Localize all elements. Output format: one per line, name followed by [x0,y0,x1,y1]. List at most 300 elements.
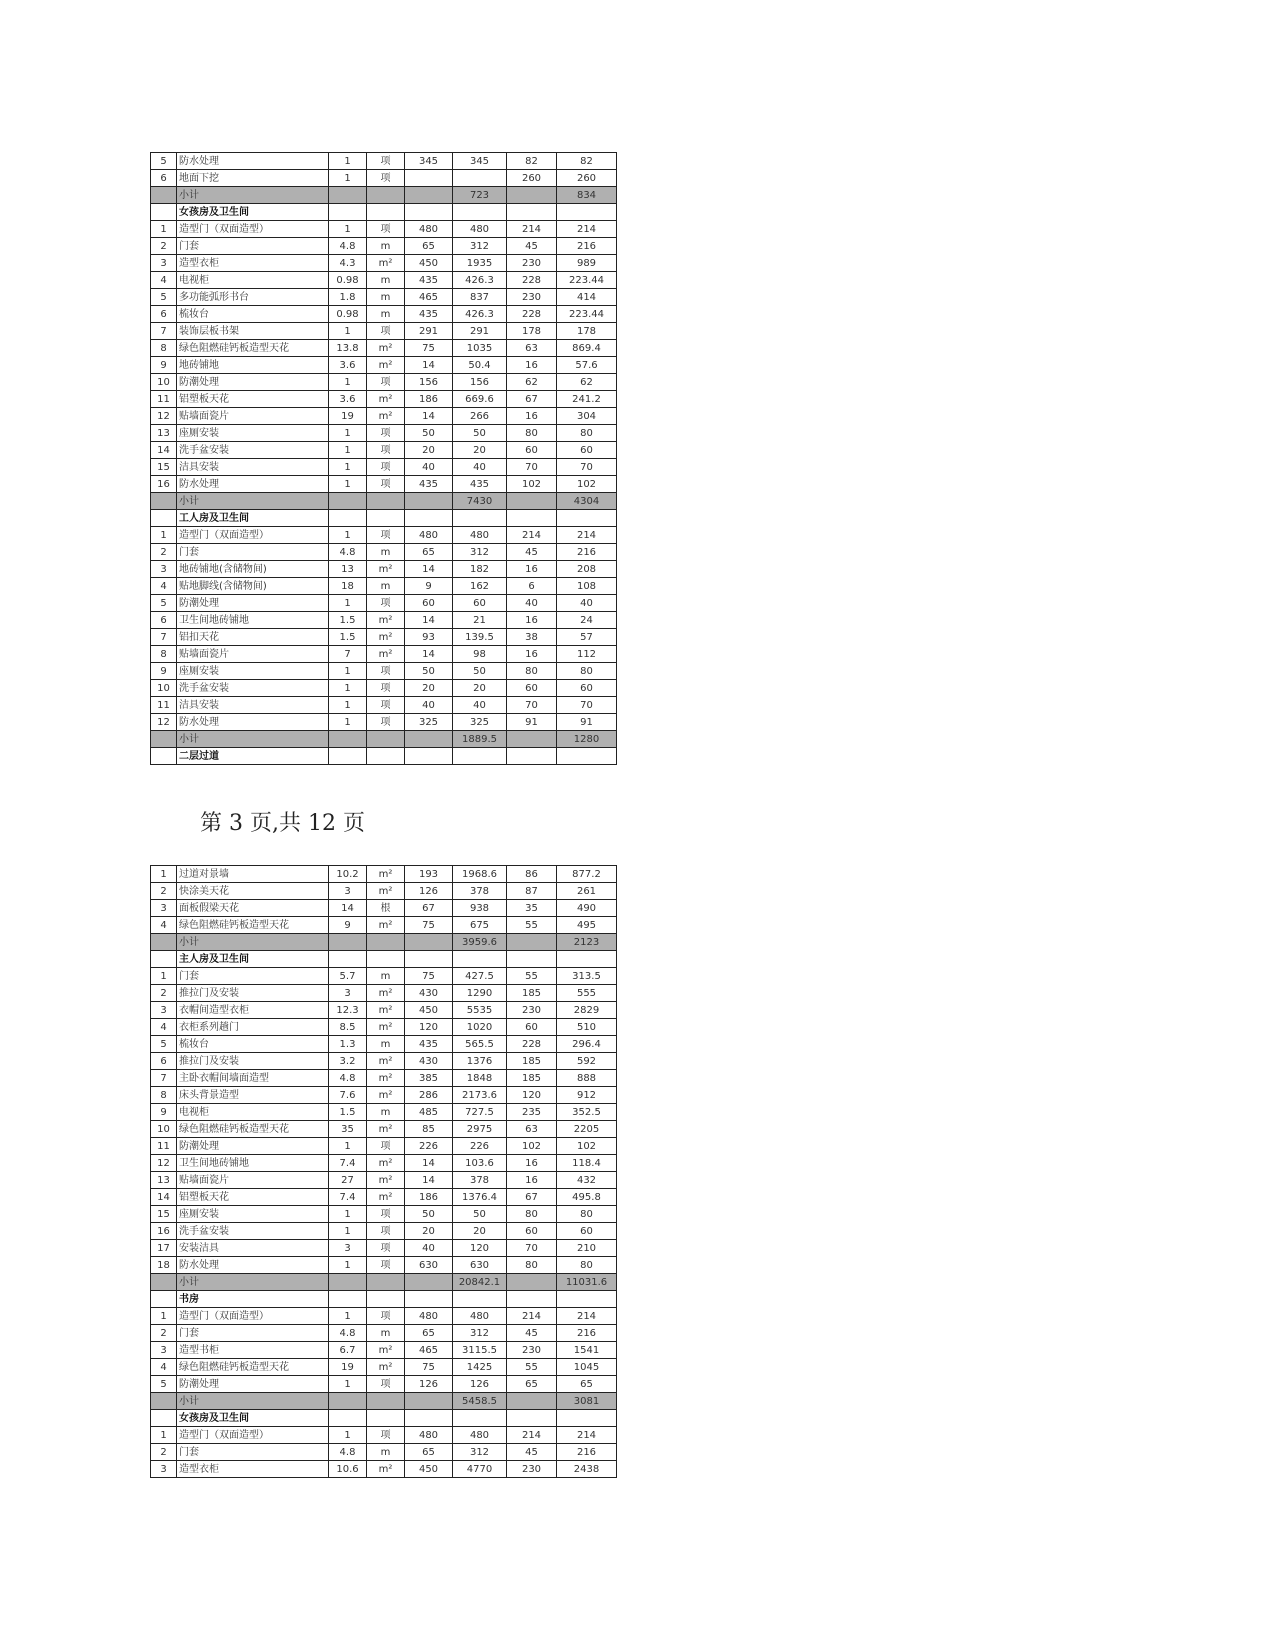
item-name-cell: 小计 [177,493,329,510]
labor-price-cell: 63 [507,340,557,357]
table-row [151,1206,617,1223]
labor-total-cell: 510 [557,1019,617,1036]
material-total-cell: 727.5 [453,1104,507,1121]
item-name-cell: 座厕安装 [177,1206,329,1223]
material-total-cell: 20 [453,680,507,697]
labor-price-cell: 214 [507,527,557,544]
labor-total-cell: 82 [557,153,617,170]
material-total-cell: 40 [453,459,507,476]
table-row [151,289,617,306]
item-number-cell: 14 [151,442,177,459]
table-row [151,153,617,170]
item-name-cell: 造型衣柜 [177,1461,329,1478]
item-name-cell: 衣柜系列趟门 [177,1019,329,1036]
unit-cell [367,1393,405,1410]
labor-total-cell: 214 [557,1308,617,1325]
quantity-cell: 1 [329,374,367,391]
item-name-cell: 卫生间地砖铺地 [177,612,329,629]
item-name-cell: 防水处理 [177,714,329,731]
material-price-cell: 75 [405,917,453,934]
item-name-cell: 地砖铺地 [177,357,329,374]
quantity-cell [329,1274,367,1291]
unit-cell: 项 [367,527,405,544]
section-header-row [151,204,617,221]
unit-cell: 项 [367,323,405,340]
material-total-cell [453,170,507,187]
material-total-cell: 669.6 [453,391,507,408]
quantity-cell: 5.7 [329,968,367,985]
item-name-cell: 衣帽间造型衣柜 [177,1002,329,1019]
item-number-cell: 5 [151,153,177,170]
material-price-cell: 75 [405,340,453,357]
material-total-cell: 3115.5 [453,1342,507,1359]
item-number-cell: 3 [151,1461,177,1478]
labor-price-cell: 45 [507,238,557,255]
material-price-cell: 75 [405,1359,453,1376]
table-row [151,612,617,629]
quantity-cell: 3 [329,985,367,1002]
table-row [151,917,617,934]
item-name-cell: 过道对景墙 [177,866,329,883]
material-price-cell: 126 [405,1376,453,1393]
material-total-cell: 139.5 [453,629,507,646]
material-total-cell: 20 [453,1223,507,1240]
unit-cell: m² [367,1155,405,1172]
item-number-cell [151,731,177,748]
labor-total-cell: 80 [557,663,617,680]
quantity-cell: 3.6 [329,357,367,374]
material-total-cell: 50 [453,1206,507,1223]
quantity-cell: 7.4 [329,1155,367,1172]
labor-total-cell: 214 [557,221,617,238]
unit-cell: 项 [367,680,405,697]
item-number-cell: 9 [151,357,177,374]
unit-cell: 项 [367,595,405,612]
labor-total-cell: 102 [557,476,617,493]
labor-total-cell: 62 [557,374,617,391]
quantity-cell [329,731,367,748]
quantity-cell: 10.6 [329,1461,367,1478]
quantity-cell: 3.2 [329,1053,367,1070]
material-price-cell: 85 [405,1121,453,1138]
labor-total-cell: 2829 [557,1002,617,1019]
quantity-cell: 1.5 [329,629,367,646]
unit-cell: m² [367,1070,405,1087]
unit-cell: 项 [367,1206,405,1223]
material-total-cell: 426.3 [453,272,507,289]
labor-total-cell: 4304 [557,493,617,510]
material-price-cell [405,1274,453,1291]
unit-cell [367,731,405,748]
labor-price-cell: 60 [507,1223,557,1240]
material-total-cell [453,204,507,221]
labor-total-cell: 178 [557,323,617,340]
labor-total-cell [557,748,617,765]
material-price-cell: 291 [405,323,453,340]
material-price-cell [405,204,453,221]
table-row [151,527,617,544]
labor-total-cell: 214 [557,1427,617,1444]
material-total-cell [453,951,507,968]
quantity-cell: 3 [329,1240,367,1257]
labor-total-cell: 877.2 [557,866,617,883]
section-header-row [151,748,617,765]
item-number-cell: 16 [151,476,177,493]
material-price-cell: 450 [405,1002,453,1019]
item-number-cell: 8 [151,646,177,663]
material-price-cell: 435 [405,1036,453,1053]
material-price-cell: 20 [405,1223,453,1240]
labor-price-cell: 6 [507,578,557,595]
labor-total-cell [557,951,617,968]
labor-total-cell: 70 [557,697,617,714]
labor-price-cell: 38 [507,629,557,646]
table-row [151,170,617,187]
material-price-cell: 120 [405,1019,453,1036]
material-total-cell [453,1410,507,1427]
material-total-cell: 1376.4 [453,1189,507,1206]
material-total-cell: 126 [453,1376,507,1393]
table-row [151,1223,617,1240]
item-name-cell: 快涂美天花 [177,883,329,900]
table-row [151,1087,617,1104]
material-total-cell: 156 [453,374,507,391]
item-number-cell: 3 [151,900,177,917]
material-total-cell: 5458.5 [453,1393,507,1410]
item-name-cell: 门套 [177,1325,329,1342]
labor-price-cell: 214 [507,221,557,238]
table-row [151,272,617,289]
item-name-cell: 绿色阻燃硅钙板造型天花 [177,1359,329,1376]
item-number-cell: 7 [151,323,177,340]
labor-total-cell: 490 [557,900,617,917]
material-price-cell: 67 [405,900,453,917]
labor-price-cell [507,1410,557,1427]
labor-total-cell: 60 [557,680,617,697]
unit-cell [367,1291,405,1308]
unit-cell: 项 [367,459,405,476]
quantity-cell: 1 [329,714,367,731]
material-total-cell: 40 [453,697,507,714]
labor-price-cell: 62 [507,374,557,391]
labor-total-cell: 57 [557,629,617,646]
item-number-cell [151,187,177,204]
table-row [151,595,617,612]
material-price-cell: 430 [405,985,453,1002]
table-row [151,697,617,714]
item-number-cell: 18 [151,1257,177,1274]
material-price-cell: 50 [405,663,453,680]
item-name-cell: 小计 [177,934,329,951]
labor-price-cell: 82 [507,153,557,170]
item-number-cell: 2 [151,985,177,1002]
table-row [151,357,617,374]
material-price-cell: 465 [405,1342,453,1359]
quantity-cell [329,1410,367,1427]
labor-price-cell: 70 [507,1240,557,1257]
labor-total-cell: 592 [557,1053,617,1070]
material-price-cell: 435 [405,476,453,493]
material-total-cell: 435 [453,476,507,493]
item-number-cell [151,951,177,968]
labor-total-cell: 241.2 [557,391,617,408]
material-price-cell: 480 [405,527,453,544]
material-price-cell: 75 [405,968,453,985]
unit-cell: m [367,1104,405,1121]
quantity-cell: 1 [329,595,367,612]
material-total-cell: 20842.1 [453,1274,507,1291]
table-row [151,1053,617,1070]
quantity-cell: 4.8 [329,1325,367,1342]
table-row [151,238,617,255]
unit-cell: m² [367,1121,405,1138]
item-name-cell: 小计 [177,1393,329,1410]
item-number-cell: 1 [151,1308,177,1325]
unit-cell [367,493,405,510]
material-total-cell: 1889.5 [453,731,507,748]
item-name-cell: 造型门（双面造型） [177,1308,329,1325]
item-name-cell: 梳妆台 [177,306,329,323]
labor-total-cell: 60 [557,1223,617,1240]
quantity-cell [329,204,367,221]
labor-price-cell: 45 [507,544,557,561]
table-row [151,1002,617,1019]
material-total-cell: 630 [453,1257,507,1274]
unit-cell: m² [367,612,405,629]
material-total-cell: 50 [453,663,507,680]
item-number-cell: 8 [151,340,177,357]
material-total-cell: 1425 [453,1359,507,1376]
item-number-cell: 6 [151,170,177,187]
unit-cell: 项 [367,1376,405,1393]
labor-total-cell: 108 [557,578,617,595]
unit-cell: m² [367,340,405,357]
material-price-cell [405,493,453,510]
item-number-cell: 6 [151,306,177,323]
item-number-cell: 3 [151,255,177,272]
unit-cell [367,510,405,527]
table-row [151,646,617,663]
unit-cell: m [367,1444,405,1461]
item-name-cell: 书房 [177,1291,329,1308]
labor-price-cell: 230 [507,1461,557,1478]
labor-total-cell: 118.4 [557,1155,617,1172]
table-row [151,900,617,917]
item-number-cell: 12 [151,714,177,731]
item-number-cell: 4 [151,1359,177,1376]
item-name-cell: 洗手盆安装 [177,1223,329,1240]
material-total-cell: 266 [453,408,507,425]
quantity-cell: 1.5 [329,1104,367,1121]
item-name-cell: 门套 [177,544,329,561]
unit-cell: m² [367,1342,405,1359]
unit-cell: 项 [367,476,405,493]
material-total-cell: 21 [453,612,507,629]
labor-total-cell: 1280 [557,731,617,748]
quantity-cell: 18 [329,578,367,595]
subtotal-row [151,731,617,748]
quantity-cell: 1 [329,1223,367,1240]
labor-total-cell: 313.5 [557,968,617,985]
item-name-cell: 洁具安装 [177,697,329,714]
labor-price-cell: 120 [507,1087,557,1104]
material-total-cell: 312 [453,238,507,255]
unit-cell [367,934,405,951]
item-name-cell: 贴地脚线(含储物间) [177,578,329,595]
item-name-cell: 门套 [177,968,329,985]
unit-cell: m² [367,1189,405,1206]
labor-price-cell: 178 [507,323,557,340]
material-price-cell: 9 [405,578,453,595]
item-name-cell: 造型门（双面造型） [177,221,329,238]
item-name-cell: 防潮处理 [177,374,329,391]
item-number-cell: 6 [151,1053,177,1070]
table-row [151,866,617,883]
quantity-cell [329,951,367,968]
material-price-cell: 480 [405,221,453,238]
unit-cell: m² [367,1019,405,1036]
material-total-cell: 837 [453,289,507,306]
table-row [151,1376,617,1393]
material-price-cell: 14 [405,408,453,425]
unit-cell: 项 [367,1427,405,1444]
item-name-cell: 安装洁具 [177,1240,329,1257]
item-number-cell: 6 [151,612,177,629]
labor-price-cell: 70 [507,697,557,714]
labor-price-cell: 80 [507,663,557,680]
quantity-cell [329,187,367,204]
labor-price-cell: 45 [507,1444,557,1461]
material-price-cell: 193 [405,866,453,883]
labor-total-cell: 80 [557,1206,617,1223]
material-price-cell: 20 [405,680,453,697]
material-price-cell [405,731,453,748]
table-row [151,968,617,985]
quantity-cell: 9 [329,917,367,934]
labor-price-cell: 102 [507,1138,557,1155]
labor-price-cell [507,748,557,765]
item-name-cell: 多功能弧形书台 [177,289,329,306]
item-number-cell [151,1393,177,1410]
material-price-cell: 450 [405,255,453,272]
item-name-cell: 造型衣柜 [177,255,329,272]
labor-total-cell: 214 [557,527,617,544]
material-total-cell: 345 [453,153,507,170]
quantity-cell: 4.3 [329,255,367,272]
material-price-cell: 345 [405,153,453,170]
item-number-cell: 3 [151,1002,177,1019]
material-price-cell: 40 [405,459,453,476]
item-number-cell: 5 [151,1036,177,1053]
item-name-cell: 防潮处理 [177,1376,329,1393]
labor-total-cell: 11031.6 [557,1274,617,1291]
item-name-cell: 防潮处理 [177,1138,329,1155]
labor-price-cell: 80 [507,425,557,442]
unit-cell: m² [367,255,405,272]
labor-total-cell: 60 [557,442,617,459]
quantity-cell: 0.98 [329,306,367,323]
material-total-cell: 480 [453,1427,507,1444]
table-row [151,391,617,408]
unit-cell: m² [367,1359,405,1376]
labor-price-cell: 63 [507,1121,557,1138]
table-row [151,1342,617,1359]
labor-total-cell: 216 [557,238,617,255]
labor-total-cell [557,1291,617,1308]
table-row [151,1257,617,1274]
quantity-cell: 10.2 [329,866,367,883]
material-price-cell: 14 [405,561,453,578]
labor-price-cell [507,1291,557,1308]
item-number-cell: 11 [151,391,177,408]
unit-cell: 项 [367,442,405,459]
material-total-cell: 1376 [453,1053,507,1070]
material-total-cell: 675 [453,917,507,934]
material-price-cell: 14 [405,612,453,629]
material-total-cell: 2173.6 [453,1087,507,1104]
labor-price-cell: 16 [507,1172,557,1189]
table-row [151,306,617,323]
labor-total-cell: 223.44 [557,306,617,323]
item-number-cell: 2 [151,1444,177,1461]
quantity-cell: 1 [329,323,367,340]
item-number-cell: 9 [151,1104,177,1121]
labor-price-cell: 185 [507,985,557,1002]
unit-cell: 项 [367,1257,405,1274]
material-price-cell [405,1410,453,1427]
material-total-cell: 1020 [453,1019,507,1036]
material-total-cell: 378 [453,883,507,900]
quantity-cell: 1 [329,1427,367,1444]
item-name-cell: 面板假梁天花 [177,900,329,917]
material-price-cell: 186 [405,1189,453,1206]
item-name-cell: 女孩房及卫生间 [177,1410,329,1427]
labor-total-cell: 216 [557,544,617,561]
labor-total-cell: 102 [557,1138,617,1155]
labor-total-cell: 260 [557,170,617,187]
material-price-cell [405,170,453,187]
material-total-cell: 1290 [453,985,507,1002]
item-name-cell: 门套 [177,238,329,255]
labor-price-cell [507,493,557,510]
quantity-cell: 12.3 [329,1002,367,1019]
quantity-cell: 6.7 [329,1342,367,1359]
material-total-cell: 565.5 [453,1036,507,1053]
item-name-cell: 洗手盆安装 [177,442,329,459]
labor-price-cell: 86 [507,866,557,883]
material-total-cell: 1968.6 [453,866,507,883]
material-total-cell: 20 [453,442,507,459]
labor-total-cell [557,510,617,527]
quantity-cell: 1.5 [329,612,367,629]
material-price-cell: 630 [405,1257,453,1274]
material-price-cell: 226 [405,1138,453,1155]
item-number-cell: 14 [151,1189,177,1206]
item-number-cell: 10 [151,374,177,391]
material-total-cell: 1035 [453,340,507,357]
labor-total-cell: 414 [557,289,617,306]
item-name-cell: 推拉门及安装 [177,1053,329,1070]
labor-price-cell: 16 [507,408,557,425]
labor-price-cell: 87 [507,883,557,900]
material-total-cell [453,748,507,765]
section-header-row [151,1410,617,1427]
labor-price-cell [507,1274,557,1291]
quantity-cell: 4.8 [329,1444,367,1461]
material-price-cell: 65 [405,238,453,255]
item-number-cell: 5 [151,595,177,612]
item-name-cell: 绿色阻燃硅钙板造型天花 [177,1121,329,1138]
